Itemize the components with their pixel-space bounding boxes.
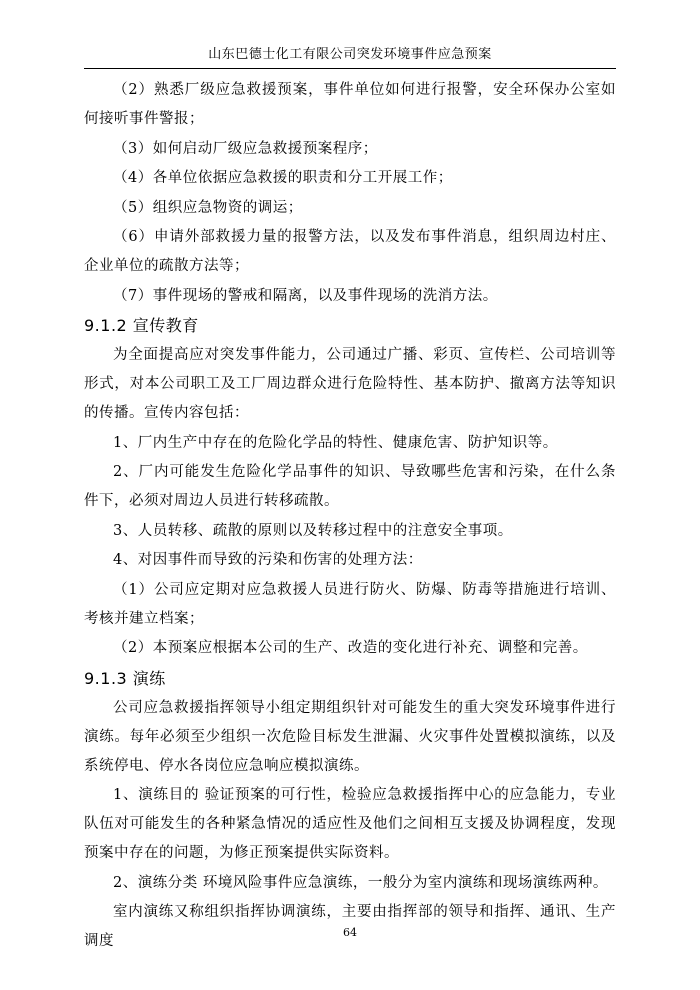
paragraph: 2、厂内可能发生危险化学品事件的知识、导致哪些危害和污染，在什么条件下，必须对周边人员进行转移疏散。 [84,464,616,509]
paragraph: 2、演练分类 环境风险事件应急演练，一般分为室内演练和现场演练两种。 [113,874,608,891]
paragraph: （7）事件现场的警戒和隔离，以及事件现场的洗消方法。 [113,287,498,304]
paragraph: 1、演练目的 验证预案的可行性，检验应急救援指挥中心的应急能力，专业队伍对可能发生的各种紧急情况的适应性及他们之间相互支援及协调程度，发现预案中存在的问题，为修正预案提供实际资料。 [84,787,616,861]
paragraph: 1、厂内生产中存在的危险化学品的特性、健康危害、防护知识等。 [113,434,558,451]
paragraph: （5）组织应急物资的调运； [113,199,303,216]
paragraph: （2）熟悉厂级应急救援预案，事件单位如何进行报警，安全环保办公室如何接听事件警报； [84,82,616,127]
section-heading: 9.1.2 宣传教育 [84,316,199,335]
paragraph: 公司应急救援指挥领导小组定期组织针对可能发生的重大突发环境事件进行 演练。每年必须至少组织一次危险目标发生泄漏、火灾事件处置模拟演练，以及系统停电、停水各岗位应急响应模拟演练。 [84,699,616,774]
paragraph: （1）公司应定期对应急救援人员进行防火、防爆、防毒等措施进行培训、考核并建立档案； [84,581,616,627]
paragraph: 3、人员转移、疏散的原则以及转移过程中的注意安全事项。 [113,522,513,539]
paragraph: 为全面提高应对突发事件能力，公司通过广播、彩页、宣传栏、公司培训等形式，对本公司职工及工厂周边群众进行危险特性、基本防护、撤离方法等知识的传播。宣传内容包括： [84,347,616,421]
paragraph: （2）本预案应根据本公司的生产、改造的变化进行补充、调整和完善。 [113,640,588,656]
page-header-title: 山东巴德士化工有限公司突发环境事件应急预案 [208,47,492,62]
paragraph: （3）如何启动厂级应急救援预案程序； [113,140,378,157]
paragraph: （6）申请外部救援力量的报警方法，以及发布事件消息，组织周边村庄、企业单位的疏散方法等； [84,229,616,274]
paragraph: （4）各单位依据应急救援的职责和分工开展工作； [113,170,453,186]
paragraph: 室内演练又称组织指挥协调演练，主要由指挥部的领导和指挥、通讯、生产调度 [84,904,616,949]
page-number: 64 [343,926,357,939]
paragraph: 4、对因事件而导致的污染和伤害的处理方法： [113,552,423,568]
document-body [84,76,616,957]
header-divider [84,68,616,69]
section-heading: 9.1.3 演练 [84,668,166,688]
